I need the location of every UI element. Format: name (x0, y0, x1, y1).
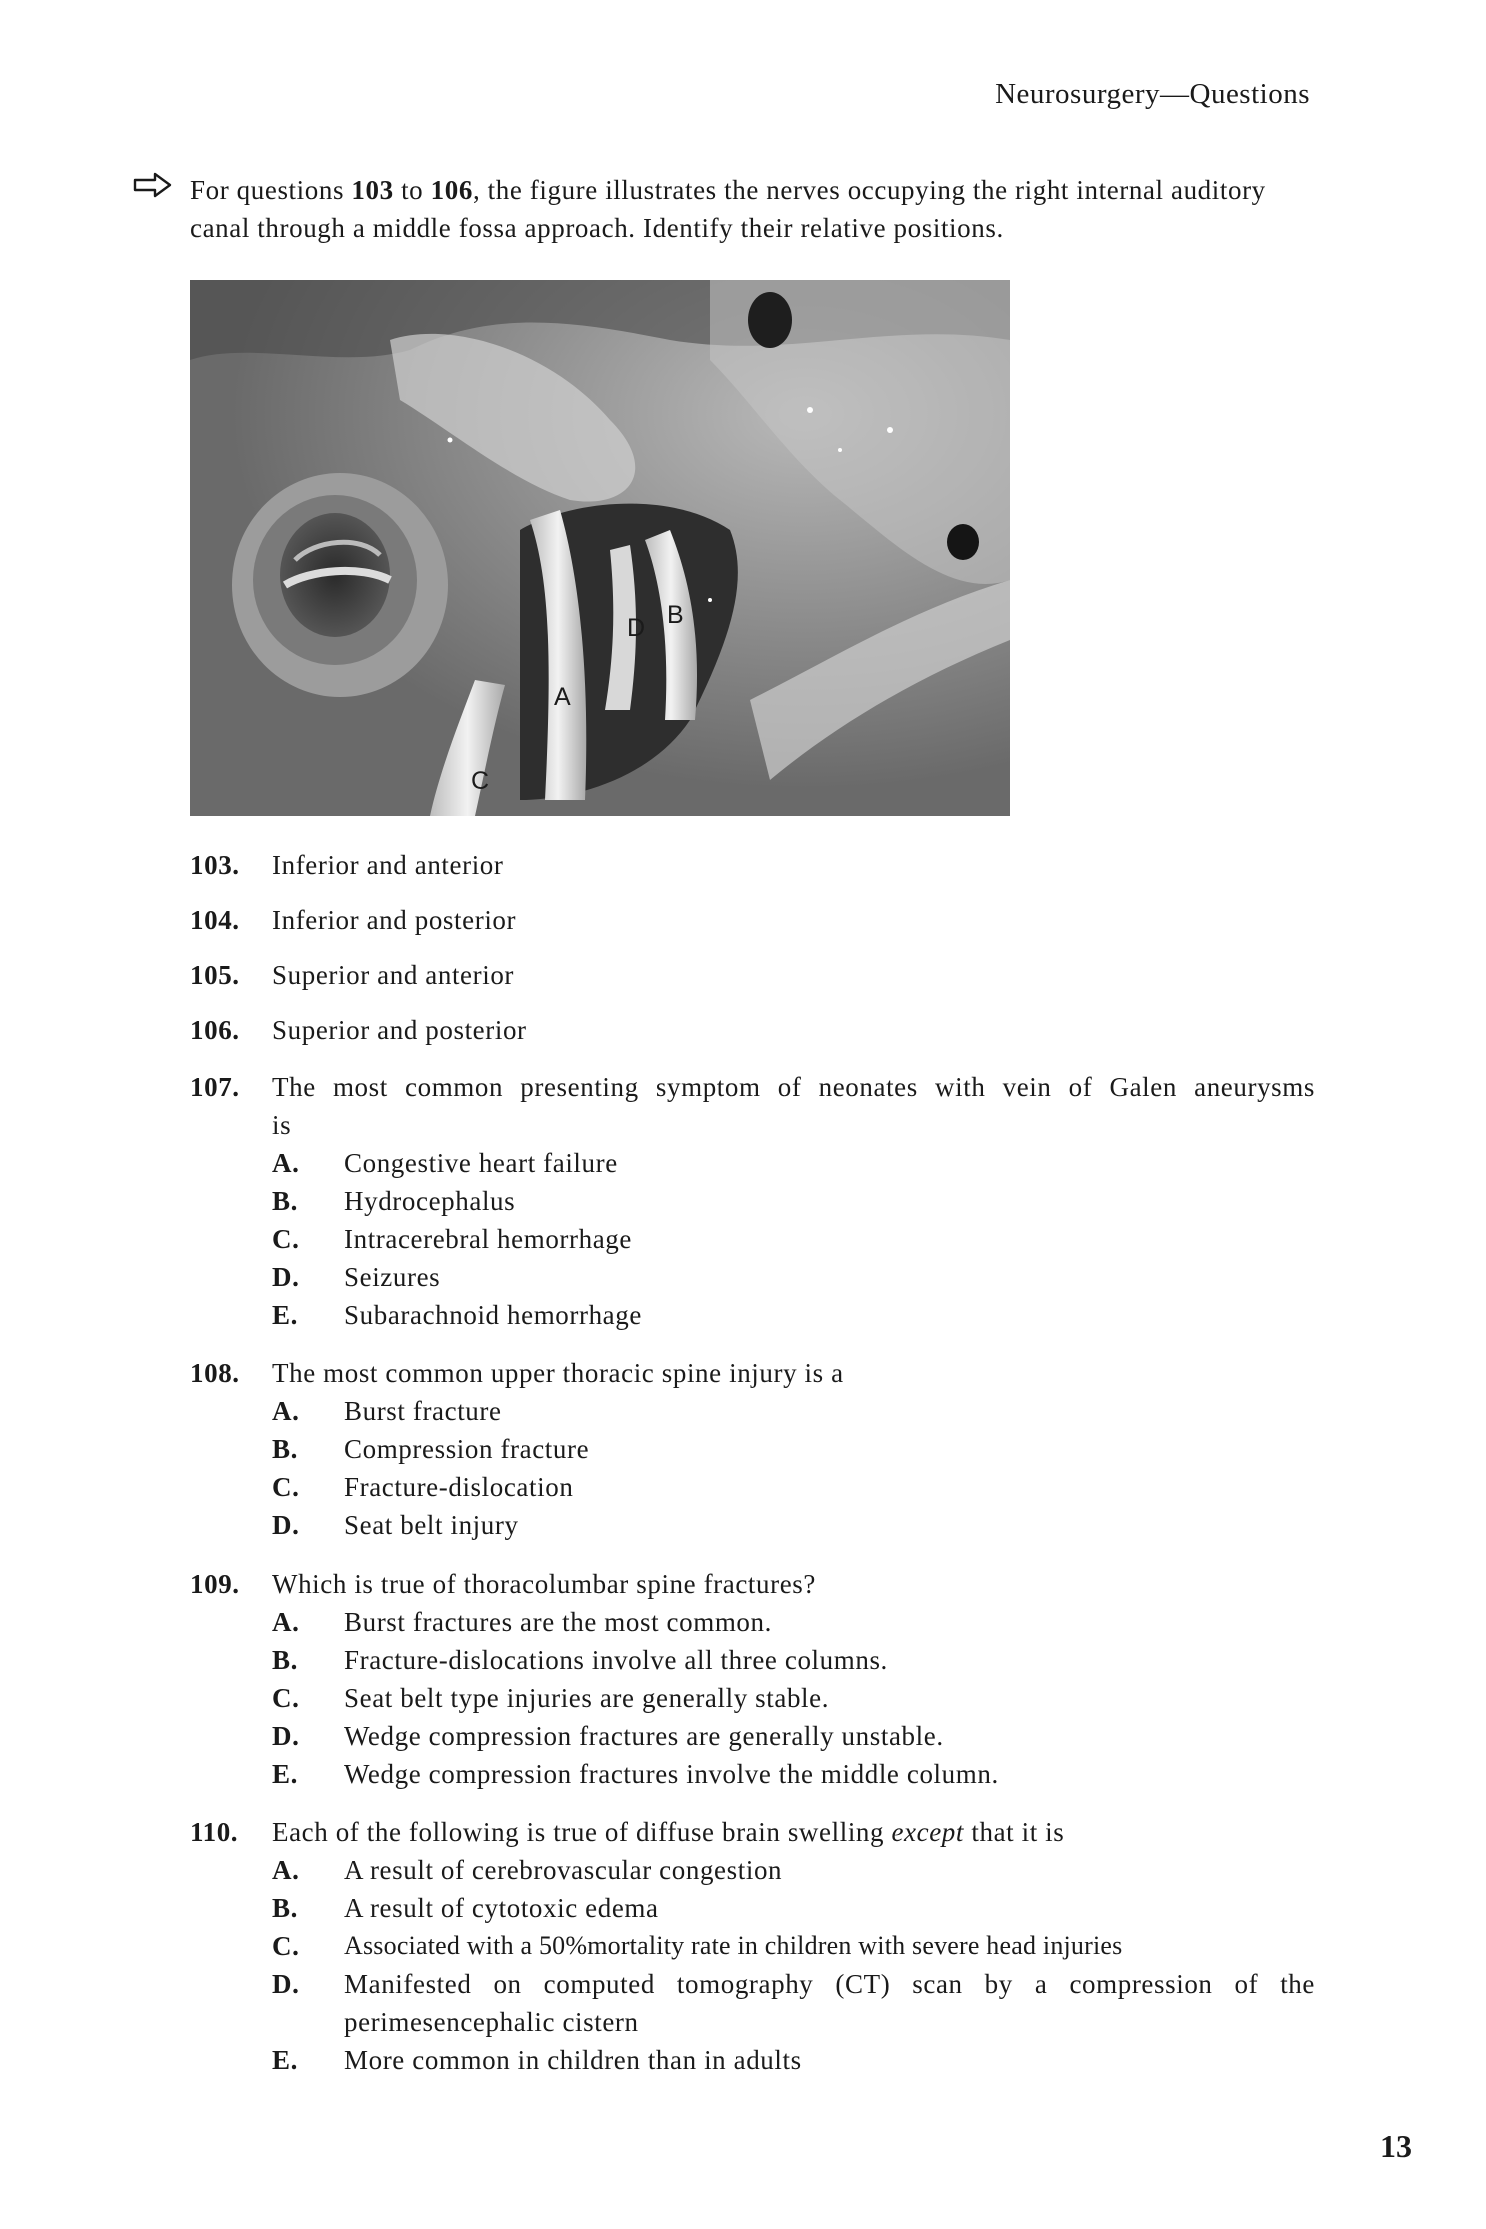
question-106 (190, 1011, 1315, 1049)
anatomy-photo-drawing (190, 280, 1010, 816)
option-e: E. Wedge compression fractures involve the middle column. (272, 1759, 999, 1789)
option-b: B. A result of cytotoxic edema (272, 1893, 659, 1923)
question-stem: Each of the following is true of diffuse brain swelling except that it is (272, 1817, 1065, 1847)
question-number: 109. (190, 1569, 240, 1599)
question-104 (190, 901, 1315, 939)
question-text: Superior and posterior (272, 1015, 527, 1045)
option-a: A. Burst fractures are the most common. (272, 1607, 772, 1637)
option-d: D. Seat belt injury (272, 1510, 519, 1540)
page-number: 13 (1380, 2128, 1412, 2164)
option-a: A. Burst fracture (272, 1396, 502, 1426)
option-c: C. Intracerebral hemorrhage (272, 1224, 632, 1254)
question-number: 106. (190, 1015, 240, 1045)
option-e: E. More common in children than in adults (272, 2045, 802, 2075)
question-text: Inferior and anterior (272, 850, 504, 880)
question-number: 107. (190, 1072, 240, 1102)
option-c: C. Fracture-dislocation (272, 1472, 574, 1502)
question-number: 104. (190, 905, 240, 935)
option-c: C. Associated with a 50%mortality rate in children with severe head injuries (272, 1931, 1123, 1961)
running-header: Neurosurgery—Questions (995, 78, 1310, 110)
figure-label-b: B (667, 601, 684, 629)
option-b: B. Fracture-dislocations involve all three columns. (272, 1645, 888, 1675)
option-d: D. Manifested on computed tomography (CT) scan by a compression of the perimesencephalic cistern (272, 1969, 1315, 2037)
question-stem: The most common upper thoracic spine injury is a (272, 1358, 844, 1388)
option-a: A. A result of cerebrovascular congestion (272, 1855, 783, 1885)
option-e: E. Subarachnoid hemorrhage (272, 1300, 642, 1330)
question-stem: The most common presenting symptom of neonates with vein of Galen aneurysms is (272, 1072, 1315, 1140)
question-text: Inferior and posterior (272, 905, 517, 935)
question-text: Superior and anterior (272, 960, 515, 990)
question-range-start: 103 (351, 175, 394, 205)
option-d: D. Seizures (272, 1262, 441, 1292)
question-number: 108. (190, 1358, 240, 1388)
intro-paragraph: For questions 103 to 106, the figure illustrates the nerves occupying the right internal auditory canal through a middle fossa approach. Identify their relative positions. (190, 175, 1266, 243)
question-range-end: 106 (430, 175, 473, 205)
question-number: 105. (190, 960, 240, 990)
question-stem: Which is true of thoracolumbar spine fractures? (272, 1569, 816, 1599)
option-a: A. Congestive heart failure (272, 1148, 618, 1178)
arrow-right-icon (133, 171, 173, 199)
anatomy-photo (190, 280, 1010, 816)
option-b: B. Hydrocephalus (272, 1186, 516, 1216)
option-b: B. Compression fracture (272, 1434, 590, 1464)
question-number: 110. (190, 1817, 239, 1847)
figure-label-a: A (554, 683, 571, 711)
question-105 (190, 956, 1315, 994)
option-c: C. Seat belt type injuries are generally stable. (272, 1683, 830, 1713)
figure-label-d: D (627, 614, 646, 642)
question-103 (190, 846, 1315, 884)
figure-label-c: C (471, 767, 490, 795)
emphasis-except: except (891, 1817, 965, 1847)
option-d: D. Wedge compression fractures are generally unstable. (272, 1721, 944, 1751)
question-number: 103. (190, 850, 240, 880)
